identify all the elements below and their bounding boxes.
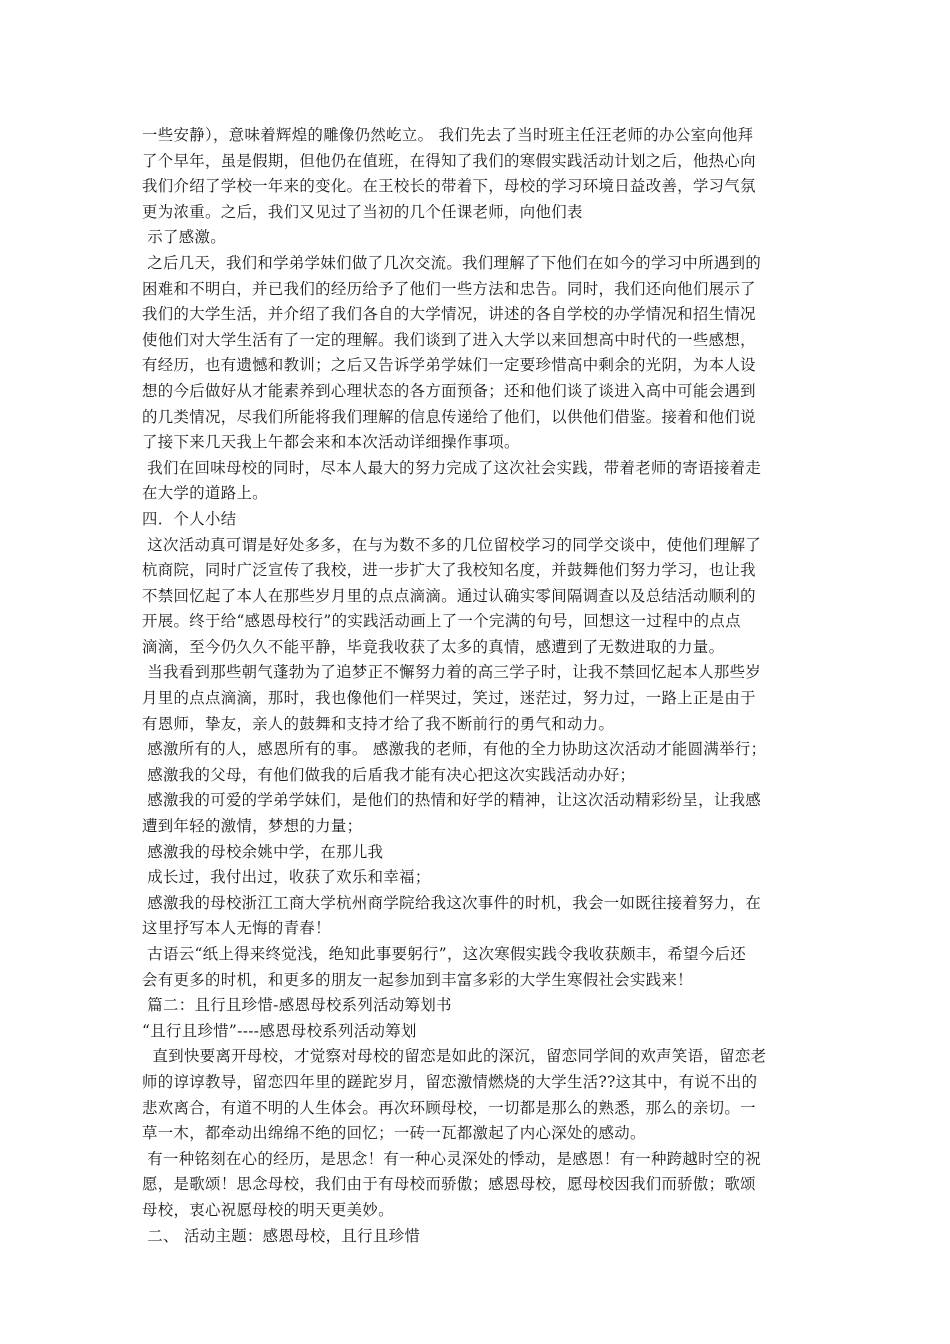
text-line: 杭商院，同时广泛宣传了我校，进一步扩大了我校知名度，并鼓舞他们努力学习，也让我	[142, 561, 756, 580]
text-line: 之后几天，我们和学弟学妹们做了几次交流。我们理解了下他们在如今的学习中所遇到的	[142, 253, 762, 272]
text-line: 有一种铭刻在心的经历，是思念！有一种心灵深处的悸动，是感恩！有一种跨越时空的祝	[142, 1149, 762, 1168]
text-line: 草一木，都牵动出绵绵不绝的回忆；一砖一瓦都激起了内心深处的感动。	[142, 1124, 646, 1143]
text-line: 愿，是歌颂！思念母校，我们由于有母校而骄傲；感恩母校，愿母校因我们而骄傲；歌颂	[142, 1175, 756, 1194]
text-line: 成长过，我付出过，收获了欢乐和幸福；	[142, 868, 431, 887]
text-line: 感激我的母校浙江工商大学杭州商学院给我这次事件的时机，我会一如既往接着努力，在	[142, 893, 762, 912]
text-line: 悲欢离合，有道不明的人生体会。再次环顾母校，一切都是那么的熟悉，那么的亲切。一	[142, 1098, 756, 1117]
text-line: 滴滴，至今仍久久不能平静，毕竟我收获了太多的真情，感遭到了无数进取的力量。	[142, 637, 725, 656]
text-line: 想的今后做好从才能素养到心理状态的各方面预备；还和他们谈了谈进入高中可能会遇到	[142, 381, 756, 400]
text-line: 使他们对大学生活有了一定的理解。我们谈到了进入大学以来回想高中时代的一些感想，	[142, 330, 756, 349]
section-heading: 四．个人小结	[142, 509, 237, 528]
text-line: 不禁回忆起了本人在那些岁月里的点点滴滴。通过认确实零间隔调查以及总结活动顺利的	[142, 586, 756, 605]
text-line: 母校，衷心祝愿母校的明天更美妙。	[142, 1200, 394, 1219]
text-line: 月里的点点滴滴，那时，我也像他们一样哭过，笑过，迷茫过，努力过，一路上正是由于	[142, 689, 756, 708]
text-line: 我们的大学生活，并介绍了我们各自的大学情况，讲述的各自学校的办学情况和招生情况	[142, 305, 756, 324]
text-line: 开展。终于给“感恩母校行”的实践活动画上了一个完满的句号，回想这一过程中的点点	[142, 612, 741, 631]
text-line: 有恩师，挚友，亲人的鼓舞和支持才给了我不断前行的勇气和动力。	[142, 714, 615, 733]
text-line: 示了感激。	[142, 228, 226, 247]
text-line: 我们在回味母校的同时，尽本人最大的努力完成了这次社会实践，带着老师的寄语接着走	[142, 458, 762, 477]
text-line: 会有更多的时机，和更多的朋友一起参加到丰富多彩的大学生寒假社会实践来！	[142, 970, 693, 989]
text-line: 感激我的母校余姚中学，在那儿我	[142, 842, 384, 861]
text-line: 在大学的道路上。	[142, 484, 268, 503]
text-line: 这次活动真可谓是好处多多，在与为数不多的几位留校学习的同学交谈中，使他们理解了	[142, 535, 762, 554]
text-line: 遭到年轻的激情，梦想的力量；	[142, 817, 363, 836]
text-line: 一些安静），意味着辉煌的雕像仍然屹立。 我们先去了当时班主任汪老师的办公室向他拜	[142, 126, 754, 144]
text-line: 了个早年，虽是假期，但他仍在值班，在得知了我们的寒假实践活动计划之后，他热心向	[142, 151, 756, 170]
text-line: 这里抒写本人无悔的青春！	[142, 919, 331, 938]
section-heading: “且行且珍惜”----感恩母校系列活动筹划	[142, 1021, 417, 1040]
text-line: 直到快要离开母校，才觉察对母校的留恋是如此的深沉，留恋同学间的欢声笑语，留恋老	[142, 1047, 767, 1066]
text-line: 感激我的父母，有他们做我的后盾我才能有决心把这次实践活动办好；	[142, 765, 636, 784]
text-line: 了接下来几天我上午都会来和本次活动详细操作事项。	[142, 433, 520, 452]
text-line: 古语云“纸上得来终觉浅，绝知此事要躬行”，这次寒假实践令我收获颇丰，希望今后还	[142, 945, 747, 963]
text-line: 我们介绍了学校一年来的变化。在王校长的带着下，母校的学习环境日益改善，学习气氛	[142, 177, 756, 196]
text-line: 更为浓重。之后，我们又见过了当初的几个任课老师，向他们表	[142, 202, 583, 221]
text-line: 的几类情况，尽我们所能将我们理解的信息传递给了他们，以供他们借鉴。接着和他们说	[142, 407, 756, 426]
text-line: 有经历，也有遗憾和教训；之后又告诉学弟学妹们一定要珍惜高中剩余的光阴，为本人设	[142, 356, 756, 375]
text-line: 师的谆谆教导，留恋四年里的蹉跎岁月，留恋激情燃烧的大学生活??这其中，有说不出的	[142, 1072, 758, 1091]
text-line: 当我看到那些朝气蓬勃为了追梦正不懈努力着的高三学子时，让我不禁回忆起本人那些岁	[142, 663, 762, 682]
text-line: 感激我的可爱的学弟学妹们，是他们的热情和好学的精神，让这次活动精彩纷呈，让我感	[142, 791, 762, 810]
section-heading: 篇二：且行且珍惜-感恩母校系列活动筹划书	[142, 996, 452, 1015]
section-heading: 二、 活动主题：感恩母校，且行且珍惜	[142, 1226, 421, 1245]
document-body	[142, 123, 810, 1249]
text-line: 困难和不明白，并已我们的经历给予了他们一些方法和忠告。同时，我们还向他们展示了	[142, 279, 756, 298]
text-line: 感激所有的人，感恩所有的事。 感激我的老师，有他的全力协助这次活动才能圆满举行；	[142, 740, 767, 759]
